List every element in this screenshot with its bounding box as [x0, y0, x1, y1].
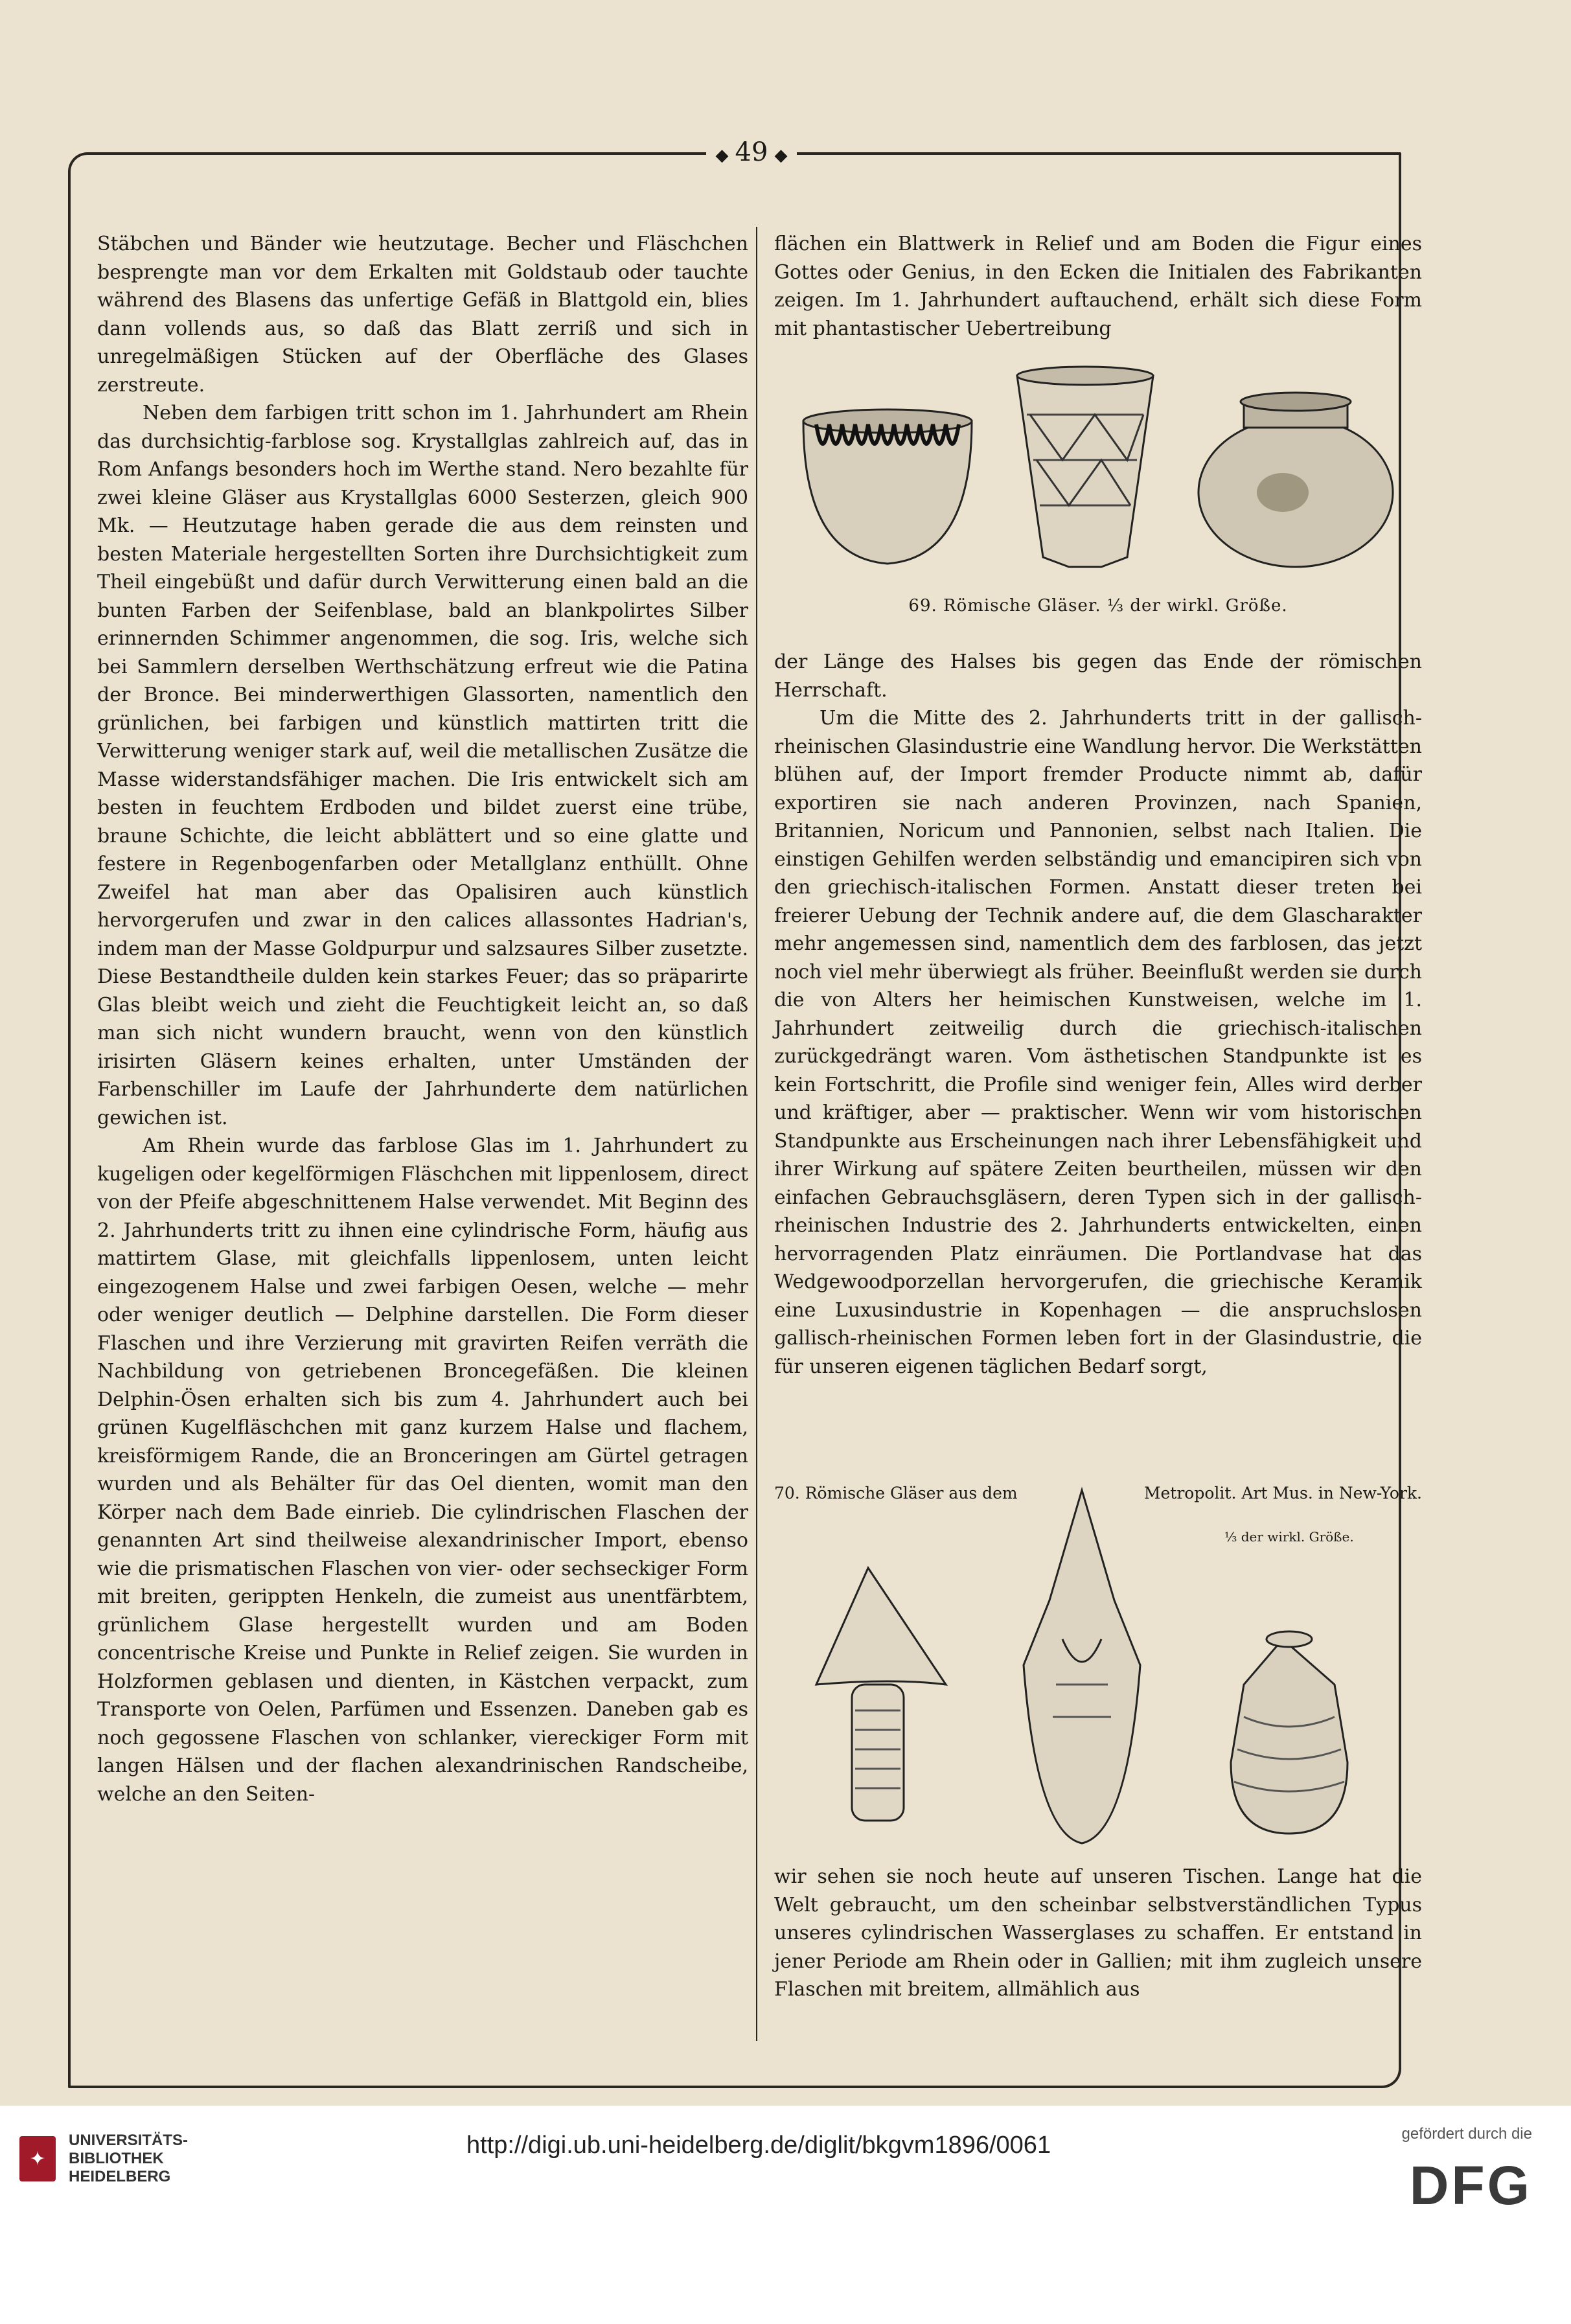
ornament-left-icon: ◆: [715, 146, 729, 165]
bottle-right-illustration: [1231, 1631, 1347, 1834]
right-paragraph-mid-1: der Länge des Halses bis gegen das Ende der römischen Herrschaft.: [774, 650, 1422, 702]
right-paragraph-top: flächen ein Blattwerk in Relief und am Boden die Figur eines Gottes oder Genius, in den Ecken die Initialen des Fabrikanten zeigen. Im 1. Jahrhundert auftauchend, erhält sich diese Form mit phantastischer Uebertreibung: [774, 233, 1422, 340]
column-rule: [756, 227, 757, 2041]
left-column: [97, 230, 748, 2038]
beaker-glass-illustration: [1017, 367, 1153, 567]
right-column-bottom: [774, 1863, 1422, 2004]
page-number: [706, 136, 797, 168]
library-seal-icon: ✦: [19, 2136, 56, 2181]
left-paragraph-3: Am Rhein wurde das farblose Glas im 1. Jahrhundert zu kugeligen oder kegelförmigen Fläschchen mit lippenlosem, direct von der Pfeife abgeschnittenem Halse verwendet. Mit Beginn des 2. Jahrhunderts tritt zu ihnen eine cylindrische Form, häufig aus mattirtem Glase, mit gleichfalls lippenlosem, unten leicht eingezogenem Halse und zwei farbigen Oesen, welche — mehr oder weniger deutlich — Delphine darstellen. Die Form dieser Flaschen und ihre Verzierung mit gravirten Reifen verräth die Nachbildung von getriebenen Broncegefäßen. Die kleinen Delphin-Ösen erhalten sich bis zum 4. Jahrhundert auch bei grünen Kugelfläschchen mit ganz kurzem Halse und flachem, kreisförmigem Rande, die an Bronceringen am Gürtel getragen wurden und als Behälter für das Oel dienten, womit man den Körper nach dem Bade einrieb. Die cylindrischen Flaschen der genannten Art sind theilweise alexandrinischer Import, ebenso wie die prismatischen Flaschen von vier- oder sechseckiger Form mit breiten, gerippten Henkeln, die zumeist aus unentfärbtem, grünlichem Glase hergestellt wurden und am Boden concentrische Kreise und Punkte in Relief zeigen. Sie wurden in Holzformen geblasen und dienten, in Kästchen verpackt, zum Transporte von Oelen, Parfümen und Essenzen. Daneben gab es noch gegossene Flaschen von schlanker, viereckiger Form mit langen Hälsen und der flachen alexandrinischen Randscheibe, welche an den Seiten-: [97, 1134, 748, 1806]
right-column-top: [774, 230, 1422, 343]
library-logo[interactable]: [19, 2132, 188, 2186]
library-name-line2: BIBLIOTHEK: [69, 2150, 164, 2167]
source-url-link[interactable]: http://digi.ub.uni-heidelberg.de/diglit/bkgvm1896/0061: [466, 2132, 1051, 2159]
left-paragraph-2: Neben dem farbigen tritt schon im 1. Jahrhundert am Rhein das durchsichtig-farblose sog. Krystallglas zahlreich auf, das in Rom Anfangs besonders hoch im Werthe stand. Nero bezahlte für zwei kleine Gläser aus Krystallglas 6000 Sesterzen, gleich 900 Mk. — Heutzutage haben gerade die aus dem reinsten und besten Materiale hergestellten Sorten ihre Durchsichtigkeit zum Theil eingebüßt und dafür durch Verwitterung einen bald an die bunten Farben der Seifenblase, bald an blankpolirtes Silber erinnernden Schimmer angenommen, die sog. Iris, welche sich bei Sammlern derselben Werthschätzung erfreut wie die Patina der Bronce. Bei minderwerthigen Glassorten, namentlich den grünlichen, bei farbigen und künstlich mattirten tritt die Verwitterung weniger stark auf, weil die metallischen Zusätze die Masse widerstandsfähiger machen. Die Iris entwickelt sich am besten in feuchtem Erdboden und bildet zuerst eine trübe, braune Schichte, die leicht abblättert und so eine glatte und festere in Regenbogenfarben oder Metallglanz enthüllt. Ohne Zweifel hat man aber das Opalisiren auch künstlich hervorgerufen und zwar in den calices allassontes Hadrian's, indem man der Masse Goldpurpur und salzsaures Silber zusetzte. Diese Bestandtheile dulden kein starkes Feuer; das so präparirte Glas bleibt weich und zieht die Feuchtigkeit leicht an, so daß man sich nicht wundern braucht, wenn von den künstlich irisirten Gläsern keines erhalten, unter Umständen der Farbenschiller im Laufe der Jahrhunderte dem natürlichen gewichen ist.: [97, 402, 748, 1129]
footer: [0, 2106, 1571, 2324]
figure-70-scale: ⅓ der wirkl. Größe.: [1224, 1529, 1354, 1545]
figure-70-caption-left: 70. Römische Gläser aus dem: [774, 1484, 1018, 1502]
library-name-line1: UNIVERSITÄTS-: [69, 2132, 189, 2149]
right-paragraph-bottom: wir sehen sie noch heute auf unseren Tischen. Lange hat die Welt gebraucht, um den scheinbar selbstverständlichen Typus unseres cylindrischen Wasserglases zu schaffen. Er entstand in jener Periode am Rhein oder in Gallien; mit ihm zugleich unsere Flaschen mit breitem, allmählich aus: [774, 1865, 1422, 2001]
figure-69-caption: 69. Römische Gläser. ⅓ der wirkl. Größe.: [908, 596, 1288, 616]
left-paragraph-1: Stäbchen und Bänder wie heutzutage. Becher und Fläschchen besprengte man vor dem Erkalten mit Goldstaub oder tauchte während des Blasens das unfertige Gefäß in Blattgold ein, blies dann vollends aus, so daß das Blatt zerriß und sich in unregelmäßigen Stücken auf der Oberfläche des Glases zerstreute.: [97, 233, 748, 397]
right-column-middle: [774, 648, 1422, 1381]
right-paragraph-mid-2: Um die Mitte des 2. Jahrhunderts tritt in der gallisch-rheinischen Glasindustrie eine Wandlung hervor. Die Werkstätten blühen auf, der Import fremder Producte nimmt ab, dafür exportiren sie nach anderen Provinzen, nach Spanien, Britannien, Noricum und Pannonien, selbst nach Italien. Die einstigen Gehilfen werden selbständig und emancipiren sich von den griechisch-italischen Formen. Anstatt dieser treten bei freierer Uebung der Technik andere auf, die dem Glascharakter mehr angemessen sind, namentlich dem des farblosen, das jetzt noch viel mehr überwiegt als früher. Beeinflußt werden sie durch die von Alters her heimischen Kunstweisen, welche im 1. Jahrhundert zeitweilig durch die griechisch-italischen zurückgedrängt waren. Vom ästhetischen Standpunkte ist es kein Fortschritt, die Profile sind weniger fein, Alles wird derber und kräftiger, aber — praktischer. Wenn wir vom historischen Standpunkte aus Erscheinungen nach ihrer Lebensfähigkeit und ihrer Wirkung auf spätere Zeiten beurtheilen, müssen wir den einfachen Gebrauchsgläsern, deren Typen sich in der gallisch-rheinischen Industrie des 2. Jahrhunderts entwickelten, einen hervorragenden Platz einräumen. Die Portlandvase hat das Wedgewoodporzellan hervorgerufen, die griechische Keramik eine Luxusindustrie in Kopenhagen — die anspruchslosen gallisch-rheinischen Formen leben fort in der Glasindustrie, die für unseren eigenen täglichen Bedarf sorgt,: [774, 707, 1422, 1378]
bottle-center-illustration: [1024, 1490, 1140, 1843]
figure-69-roman-glasses: [790, 363, 1406, 616]
figure-70-caption-right: Metropolit. Art Mus. in New-York.: [1143, 1484, 1422, 1502]
page-number-text: 49: [735, 137, 768, 167]
figure-70-caption: [774, 1484, 1422, 1502]
ornament-right-icon: ◆: [774, 146, 788, 165]
funding-label: gefördert durch die: [1401, 2125, 1532, 2143]
dfg-logo[interactable]: DFG: [1409, 2155, 1532, 2216]
bottle-left-illustration: [816, 1568, 946, 1821]
pot-glass-illustration: [1198, 393, 1393, 567]
figure-70-roman-glasses: [777, 1471, 1406, 1847]
bowl-glass-illustration: [803, 409, 972, 564]
library-name-line3: HEIDELBERG: [69, 2168, 171, 2185]
